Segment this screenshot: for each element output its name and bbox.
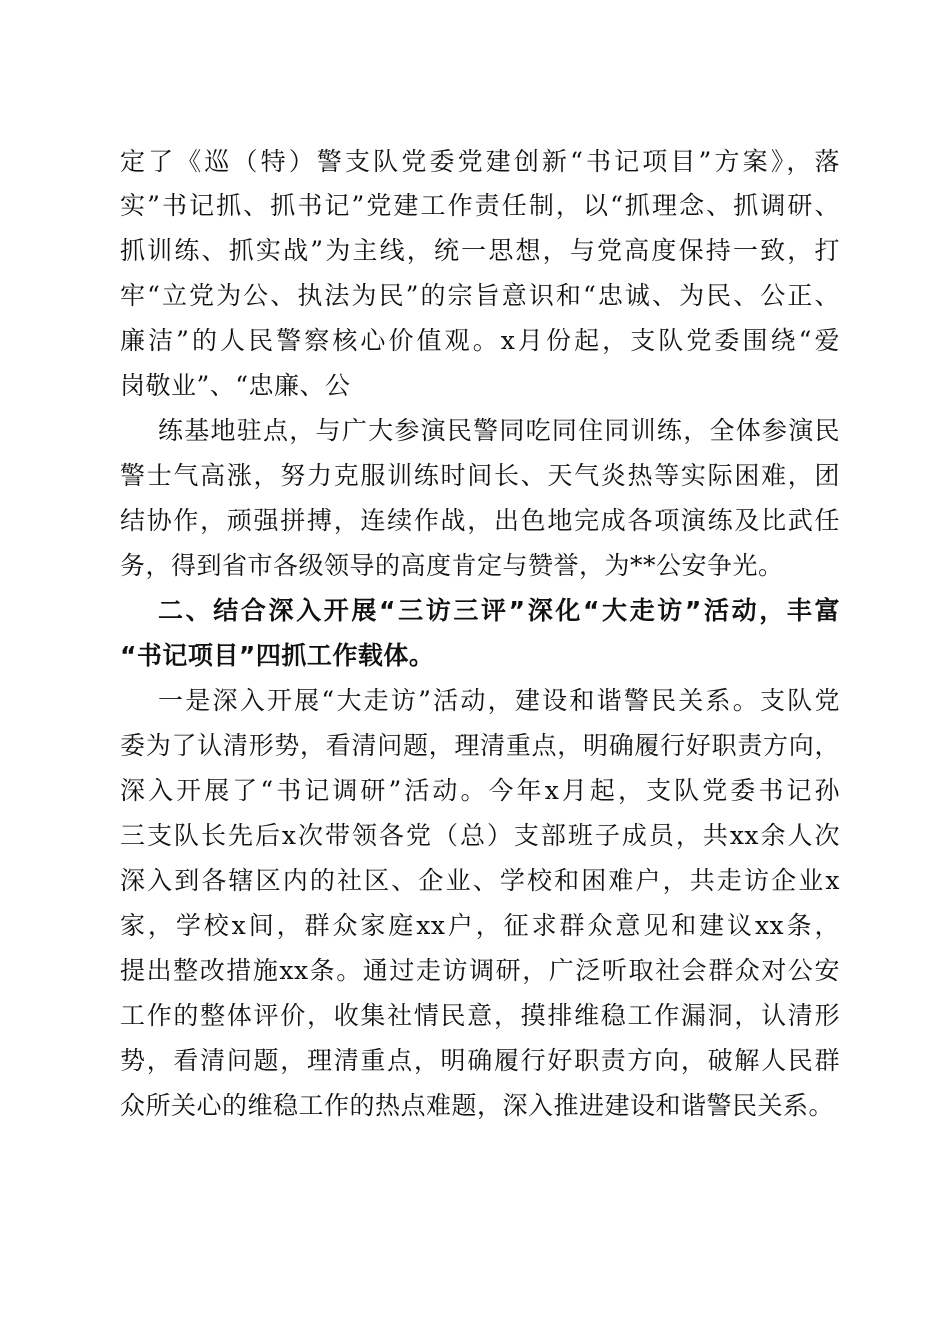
paragraph-3-line-4: 三支队长先后x次带领各党（总）支部班子成员，共xx余人次 — [120, 821, 840, 850]
paragraph-1-line-4: 牢“立党为公、执法为民”的宗旨意识和“忠诚、为民、公正、 — [120, 281, 840, 310]
paragraph-3-line-2: 委为了认清形势，看清问题，理清重点，明确履行好职责方向， — [120, 731, 840, 760]
paragraph-1-line-1: 定了《巡（特）警支队党委党建创新“书记项目”方案》，落 — [120, 147, 840, 176]
paragraph-2-line-3: 结协作，顽强拼搏，连续作战，出色地完成各项演练及比武任 — [120, 506, 840, 535]
paragraph-1-line-2: 实”书记抓、抓书记”党建工作责任制，以“抓理念、抓调研、 — [120, 191, 840, 220]
paragraph-3-line-8: 工作的整体评价，收集社情民意，摸排维稳工作漏洞，认清形 — [120, 1001, 840, 1030]
paragraph-1-line-3: 抓训练、抓实战”为主线，统一思想，与党高度保持一致，打 — [120, 236, 840, 265]
section-heading-line-1: 二、结合深入开展“三访三评”深化“大走访”活动，丰富 — [158, 596, 840, 625]
paragraph-2-line-1: 练基地驻点，与广大参演民警同吃同住同训练，全体参演民 — [158, 416, 840, 445]
paragraph-1-line-5: 廉洁”的人民警察核心价值观。x月份起，支队党委围绕“爱 — [120, 326, 840, 355]
paragraph-3-line-3: 深入开展了“书记调研”活动。今年x月起，支队党委书记孙 — [120, 776, 840, 805]
paragraph-3-line-5: 深入到各辖区内的社区、企业、学校和困难户，共走访企业x — [120, 866, 840, 895]
paragraph-1-line-6: 岗敬业”、“忠廉、公 — [120, 371, 351, 400]
paragraph-3-line-7: 提出整改措施xx条。通过走访调研，广泛听取社会群众对公安 — [120, 956, 840, 985]
paragraph-2-line-4: 务，得到省市各级领导的高度肯定与赞誉，为**公安争光。 — [120, 551, 784, 580]
paragraph-3-line-1: 一是深入开展“大走访”活动，建设和谐警民关系。支队党 — [158, 686, 840, 715]
section-heading-line-2: “书记项目”四抓工作载体。 — [120, 641, 435, 670]
paragraph-3-line-10: 众所关心的维稳工作的热点难题，深入推进建设和谐警民关系。 — [120, 1091, 835, 1120]
paragraph-3-line-9: 势，看清问题，理清重点，明确履行好职责方向，破解人民群 — [120, 1046, 840, 1075]
paragraph-2-line-2: 警士气高涨，努力克服训练时间长、天气炎热等实际困难，团 — [120, 461, 840, 490]
paragraph-3-line-6: 家，学校x间，群众家庭xx户，征求群众意见和建议xx条， — [120, 911, 840, 940]
